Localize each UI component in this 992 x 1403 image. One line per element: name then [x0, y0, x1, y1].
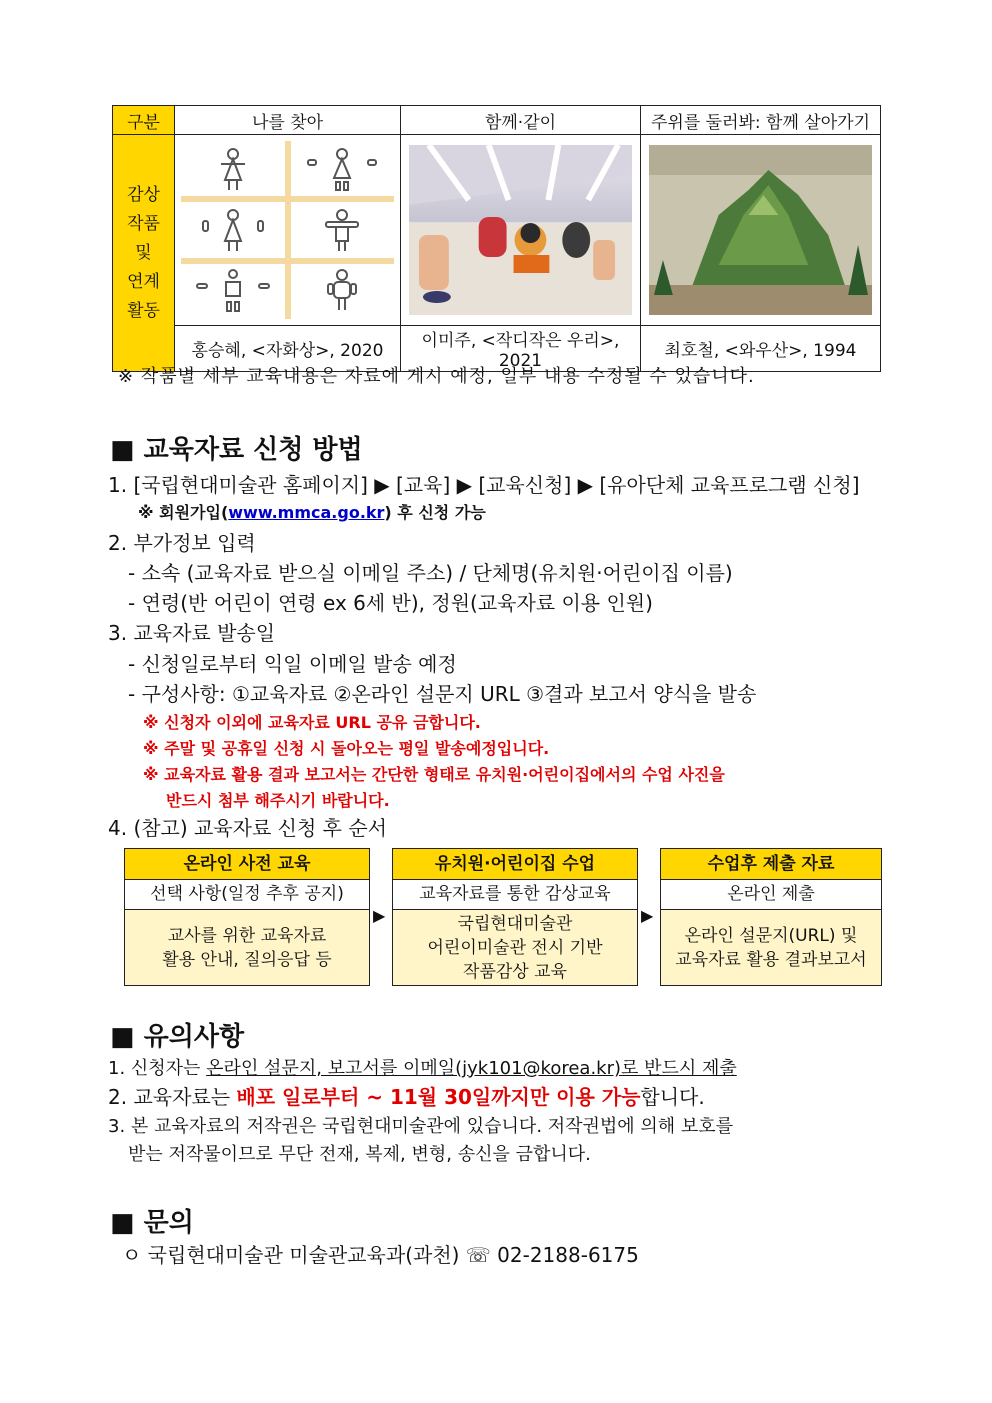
notice-heading: ■ 유의사항	[110, 1022, 245, 1052]
notice-item-3: 3. 본 교육자료의 저작권은 국립현대미술관에 있습니다. 저작권법에 의해 보호를	[108, 1116, 734, 1137]
flow-step-online-pre-education: 온라인 사전 교육 선택 사항(일정 추후 공지) 교사를 위한 교육자료 활용 안내, 질의응답 등	[124, 848, 370, 986]
notice-item-3-cont: 받는 저작물이므로 무단 전재, 복제, 변형, 송신을 금합니다.	[128, 1144, 591, 1165]
figure-icon	[181, 202, 285, 257]
signup-note: ※ 회원가입(www.mmca.go.kr) 후 신청 가능	[138, 503, 486, 522]
contact-heading: ■ 문의	[110, 1208, 194, 1238]
warning-weekend: ※ 주말 및 공휴일 신청 시 돌아오는 평일 발송예정입니다.	[143, 739, 550, 758]
table-header-category: 구분	[113, 106, 175, 135]
table-header-look-around: 주위를 둘러봐: 함께 살아가기	[641, 106, 881, 135]
notice-item-2: 2. 교육자료는 배포 일로부터 ~ 11월 30일까지만 이용 가능합니다.	[108, 1085, 705, 1109]
apply-step1: 1. [국립현대미술관 홈페이지] ▶ [교육] ▶ [교육신청] ▶ [유아단체 교육프로그램 신청]	[108, 473, 860, 497]
caption-self-portrait: 홍승혜, <자화상>, 2020	[175, 326, 401, 372]
flow-step-submission: 수업후 제출 자료 온라인 제출 온라인 설문지(URL) 및 교육자료 활용 결과보고서	[660, 848, 882, 986]
side-label: 감상 작품 및 연계 활동	[113, 135, 175, 372]
artwork-self-portrait	[175, 135, 401, 326]
contact-line: ㅇ 국립현대미술관 미술관교육과(과천) ☏ 02-2188-6175	[122, 1243, 639, 1267]
apply-step4: 4. (참고) 교육자료 신청 후 순서	[108, 816, 387, 840]
artwork-tiny-us	[401, 135, 641, 326]
artwork-note: ※ 작품별 세부 교육내용은 자료에 게시 예정, 일부 내용 수정될 수 있습니다.	[118, 366, 755, 387]
apply-heading: ■ 교육자료 신청 방법	[110, 435, 363, 465]
flow-arrow-icon: ▶	[641, 906, 654, 925]
notice-item-1: 1. 신청자는 온라인 설문지, 보고서를 이메일(jyk101@korea.kr)로 반드시 제출	[108, 1058, 737, 1079]
flow-arrow-icon: ▶	[373, 906, 386, 925]
figure-icon	[291, 264, 395, 319]
artwork-wausan	[641, 135, 881, 326]
flow-step-class: 유치원·어린이집 수업 교육자료를 통한 감상교육 국립현대미술관 어린이미술관 전시 기반 작품감상 교육	[392, 848, 638, 986]
apply-step3-send: - 신청일로부터 익일 이메일 발송 예정	[128, 652, 457, 676]
apply-step2-age: - 연령(반 어린이 연령 ex 6세 반), 정원(교육자료 이용 인원)	[128, 591, 653, 615]
figure-icon	[291, 202, 395, 257]
warning-report-cont: 반드시 첨부 해주시기 바랍니다.	[166, 791, 390, 810]
mountain-painting-image	[649, 145, 872, 315]
apply-step2-affiliation: - 소속 (교육자료 받으실 이메일 주소) / 단체명(유치원·어린이집 이름)	[128, 561, 733, 585]
caption-wausan: 최호철, <와우산>, 1994	[641, 326, 881, 372]
apply-step3-contents: - 구성사항: ①교육자료 ②온라인 설문지 URL ③결과 보고서 양식을 발송	[128, 682, 757, 706]
caption-tiny-us: 이미주, <작디작은 우리>, 2021	[401, 326, 641, 372]
table-header-finding-me: 나를 찾아	[175, 106, 401, 135]
figure-icon	[291, 141, 395, 196]
figure-icon	[181, 141, 285, 196]
warning-no-share: ※ 신청자 이외에 교육자료 URL 공유 금합니다.	[143, 713, 481, 732]
mmca-homepage-link[interactable]: www.mmca.go.kr	[228, 503, 385, 522]
artwork-table	[112, 105, 881, 372]
apply-step2: 2. 부가정보 입력	[108, 531, 256, 555]
gallery-installation-image	[409, 145, 632, 315]
warning-report: ※ 교육자료 활용 결과 보고서는 간단한 형태로 유치원·어린이집에서의 수업 사진을	[143, 765, 725, 784]
figure-icon	[181, 264, 285, 319]
table-header-together: 함께·같이	[401, 106, 641, 135]
apply-step3: 3. 교육자료 발송일	[108, 621, 276, 645]
